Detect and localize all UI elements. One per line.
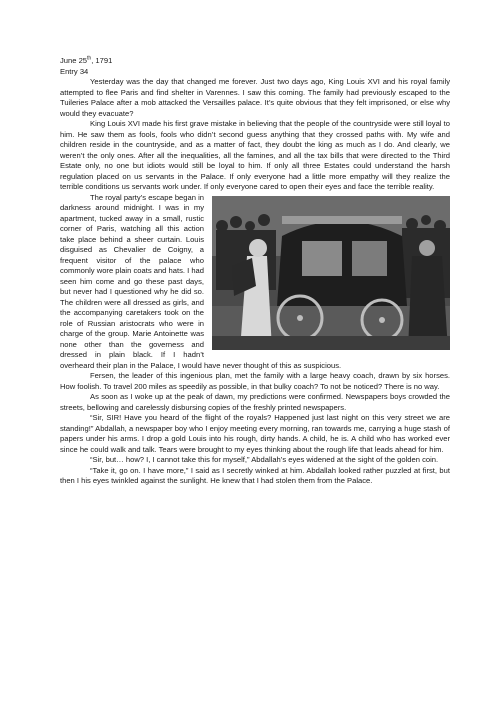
entry-date bbox=[60, 56, 450, 67]
paragraph-1: Yesterday was the day that changed me forever. Just two days ago, King Louis XVI and his royal family attempted to flee Paris and find shelter in Varennes. I saw this coming. The family had previously escaped to the Tuileries Palace after a mob attacked the Versailles palace. It’s quite obvious that they felt imprisoned, or else why would they evacuate? bbox=[60, 77, 450, 118]
paragraph-2: King Louis XVI made his first grave mistake in believing that the people of the countryside were still loyal to him. He saw them as fools, fools who didn’t second guess anything that they crossed paths with. My wife and children reside in the countryside, and as a matter of fact, they doubt the king as much as I do. And clearly, we weren’t the only ones. After all the inequalities, all the famines, and all the tax bills that were directed to the Third Estate only, no one but idiots would still be loyal to him. If only all three Estates could understand the harsh regulation placed on us servants in the Palace. If only everyone had a little more empathy will they realize the terrible conditions us servants work under. If only everyone cared to open their eyes and face the terrible reality. bbox=[60, 119, 450, 191]
paragraph-5: As soon as I woke up at the peak of dawn, my predictions were confirmed. Newspapers boys crowded the streets, bellowing and carelessly disbursing copies of the freshly printed newspapers. bbox=[60, 392, 450, 412]
paragraph-3-text: The royal party’s escape began in darkness around midnight. I was in my apartment, tucked away in a small, rustic corner of Paris, watching all this action take place behind a sheer curtain. Louis disguised as Chevalier de Coigny, a frequent visitor of the palace who commonly wore plain coats and hats. I had seen him come and go these past days, but never had I questioned why he did so. The children were all dressed as girls, and the accompanying caretakers took on the role of Russian aristocrats who were in charge of the group. Marie Antoinette was none other than the governess and dressed in plain black. If I hadn’t overheard their plan in the Palace, I would have never thought of this as suspicious. bbox=[60, 192, 342, 370]
paragraph-7: “Sir, but… how? I, I cannot take this for myself,” Abdallah’s eyes widened at the sight of the golden coin. bbox=[90, 455, 439, 464]
date-year: , 1791 bbox=[91, 56, 113, 65]
date-superscript: th bbox=[87, 55, 92, 62]
paragraph-6: “Sir, SIR! Have you heard of the flight of the royals? Happened just last night on this very street we are standing!” Abdallah, a newspaper boy who I enjoy meeting every morning, ran towards me, carrying a huge stash of papers under his arms. I drop a gold Louis into his rough, dirty hands. A child, he is. A child who has worked ever since he could walk and talk. Tears were brought to my eyes thinking about the rough life that leads ahead for him. bbox=[60, 413, 450, 454]
date-text: June 25 bbox=[60, 56, 88, 65]
royal-coach-photo bbox=[212, 196, 450, 350]
paragraph-8: “Take it, go on. I have more,” I said as I secretly winked at him. Abdallah looked rather puzzled at first, but then I his eyes twinkled against the sunlight. He knew that I had stolen them from the Palace. bbox=[60, 465, 450, 485]
paragraph-3 bbox=[60, 193, 450, 372]
entry-number: Entry 34 bbox=[60, 66, 89, 76]
paragraph-4: Fersen, the leader of this ingenious plan, met the family with a large heavy coach, drawn by six horses. How foolish. To travel 200 miles as speedily as possible, in that bulky coach? To not be noticed? There is no way. bbox=[60, 371, 450, 391]
